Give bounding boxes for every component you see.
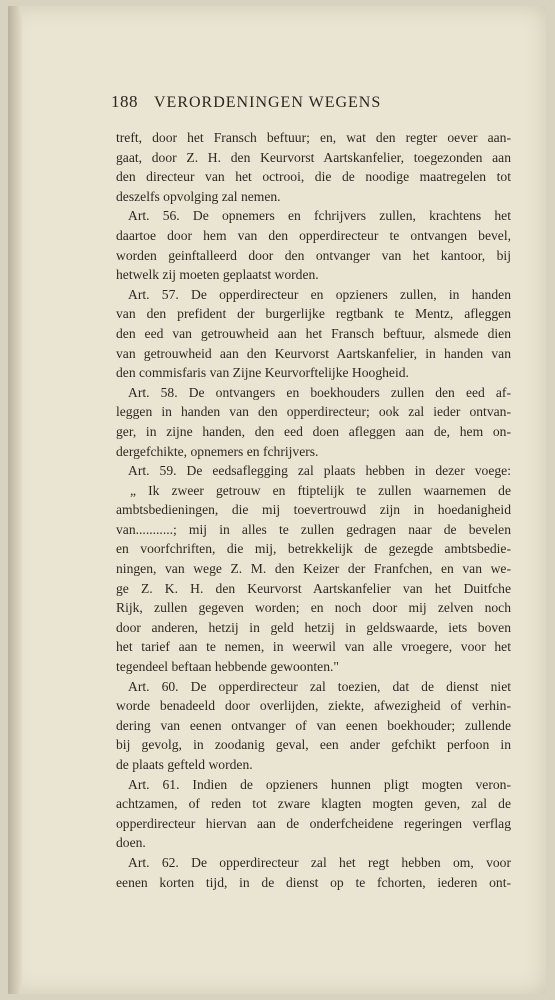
text-line: het tarief aan te nemen, in weerwil van alle vroegere, voor het	[116, 639, 511, 655]
text-line: van den prefident der burgerlijke regtbank te Mentz, afleggen	[116, 306, 511, 322]
text-line: daartoe door hem van den opperdirecteur te ontvangen bevel,	[116, 227, 511, 243]
text-line: Art. 58. De ontvangers en boekhouders zullen den eed af-	[128, 384, 511, 400]
text-line: Art. 57. De opperdirecteur en opzieners zullen, in handen	[128, 286, 511, 302]
text-line: den directeur van het octrooi, die de noodige maatregelen tot	[116, 169, 511, 185]
text-line: dergefchikte, opnemers en fchrijvers.	[116, 443, 319, 459]
text-line: tegendeel beftaan hebbende gewoonten."	[116, 659, 339, 675]
text-line: Art. 60. De opperdirecteur zal toezien, dat de dienst niet	[128, 678, 511, 694]
text-line: achtzamen, of reden tot zware klagten mogten geven, zal de	[116, 796, 511, 812]
text-line: ambtsbedieningen, die mij toevertrouwd zijn in hoedanigheid	[116, 502, 511, 518]
book-page	[8, 6, 546, 994]
text-line: doen.	[116, 835, 146, 851]
text-line: ger, in zijne handen, den eed doen afleggen aan de, hem on-	[116, 423, 511, 439]
text-line: door anderen, hetzij in geld hetzij in geldswaarde, iets boven	[116, 619, 511, 635]
text-line: ge Z. K. H. den Keurvorst Aartskanfelier van het Duitfche	[116, 580, 511, 596]
text-line: eenen korten tijd, in de dienst op te fchorten, iederen ont-	[116, 874, 511, 890]
text-line: gaat, door Z. H. den Keurvorst Aartskanfelier, toegezonden aan	[116, 149, 511, 165]
text-line: van getrouwheid aan den Keurvorst Aartskanfelier, in handen van	[116, 345, 511, 361]
page-spine-shadow	[8, 6, 22, 994]
text-line: leggen in handen van den opperdirecteur; ook zal ieder ontvan-	[116, 404, 511, 420]
text-line: worden geinftalleerd door den ontvanger van het kantoor, bij	[116, 247, 511, 263]
text-line: den eed van getrouwheid aan het Fransch beftuur, alsmede dien	[116, 325, 511, 341]
text-line: dering van eenen ontvanger of van eenen boekhouder; zullende	[116, 717, 511, 733]
text-line: Rijk, zullen gegeven worden; en noch door mij zelven noch	[116, 600, 511, 616]
text-line: Art. 56. De opnemers en fchrijvers zullen, krachtens het	[128, 208, 511, 224]
text-line: en voorfchriften, die mij, betrekkelijk de gezegde ambtsbedie-	[116, 541, 511, 557]
page-number: 188	[111, 92, 138, 111]
text-line: opperdirecteur hiervan aan de onderfcheidene regeringen verflag	[116, 815, 511, 831]
text-line: „ Ik zweer getrouw en ftiptelijk te zullen waarnemen de	[130, 482, 511, 498]
running-title: VERORDENINGEN WEGENS	[154, 94, 382, 111]
text-line: treft, door het Fransch beftuur; en, wat den regter oever aan-	[116, 130, 511, 145]
text-line: den commisfaris van Zijne Keurvorftelijke Hoogheid.	[116, 365, 409, 381]
text-line: Art. 61. Indien de opzieners hunnen pligt mogten veron-	[128, 776, 511, 792]
text-line: de plaats gefteld worden.	[116, 757, 253, 772]
text-line: worde benadeeld door overlijden, ziekte, afwezigheid of verhin-	[116, 698, 511, 714]
text-line: ningen, van wege Z. M. den Keizer der Franfchen, en van we-	[116, 561, 511, 577]
text-line: van...........; mij in alles te zullen gedragen naar de bevelen	[116, 521, 511, 537]
text-line: bij gevolg, in zoodanig geval, een ander gefchikt perfoon in	[116, 737, 511, 753]
text-line: deszelfs opvolging zal nemen.	[116, 188, 281, 204]
text-line: Art. 59. De eedsaflegging zal plaats hebben in dezer voege:	[128, 463, 511, 479]
body-text	[116, 128, 511, 892]
page-header	[111, 92, 511, 112]
text-line: Art. 62. De opperdirecteur zal het regt hebben om, voor	[128, 854, 511, 870]
text-line: hetwelk zij moeten geplaatst worden.	[116, 267, 319, 283]
